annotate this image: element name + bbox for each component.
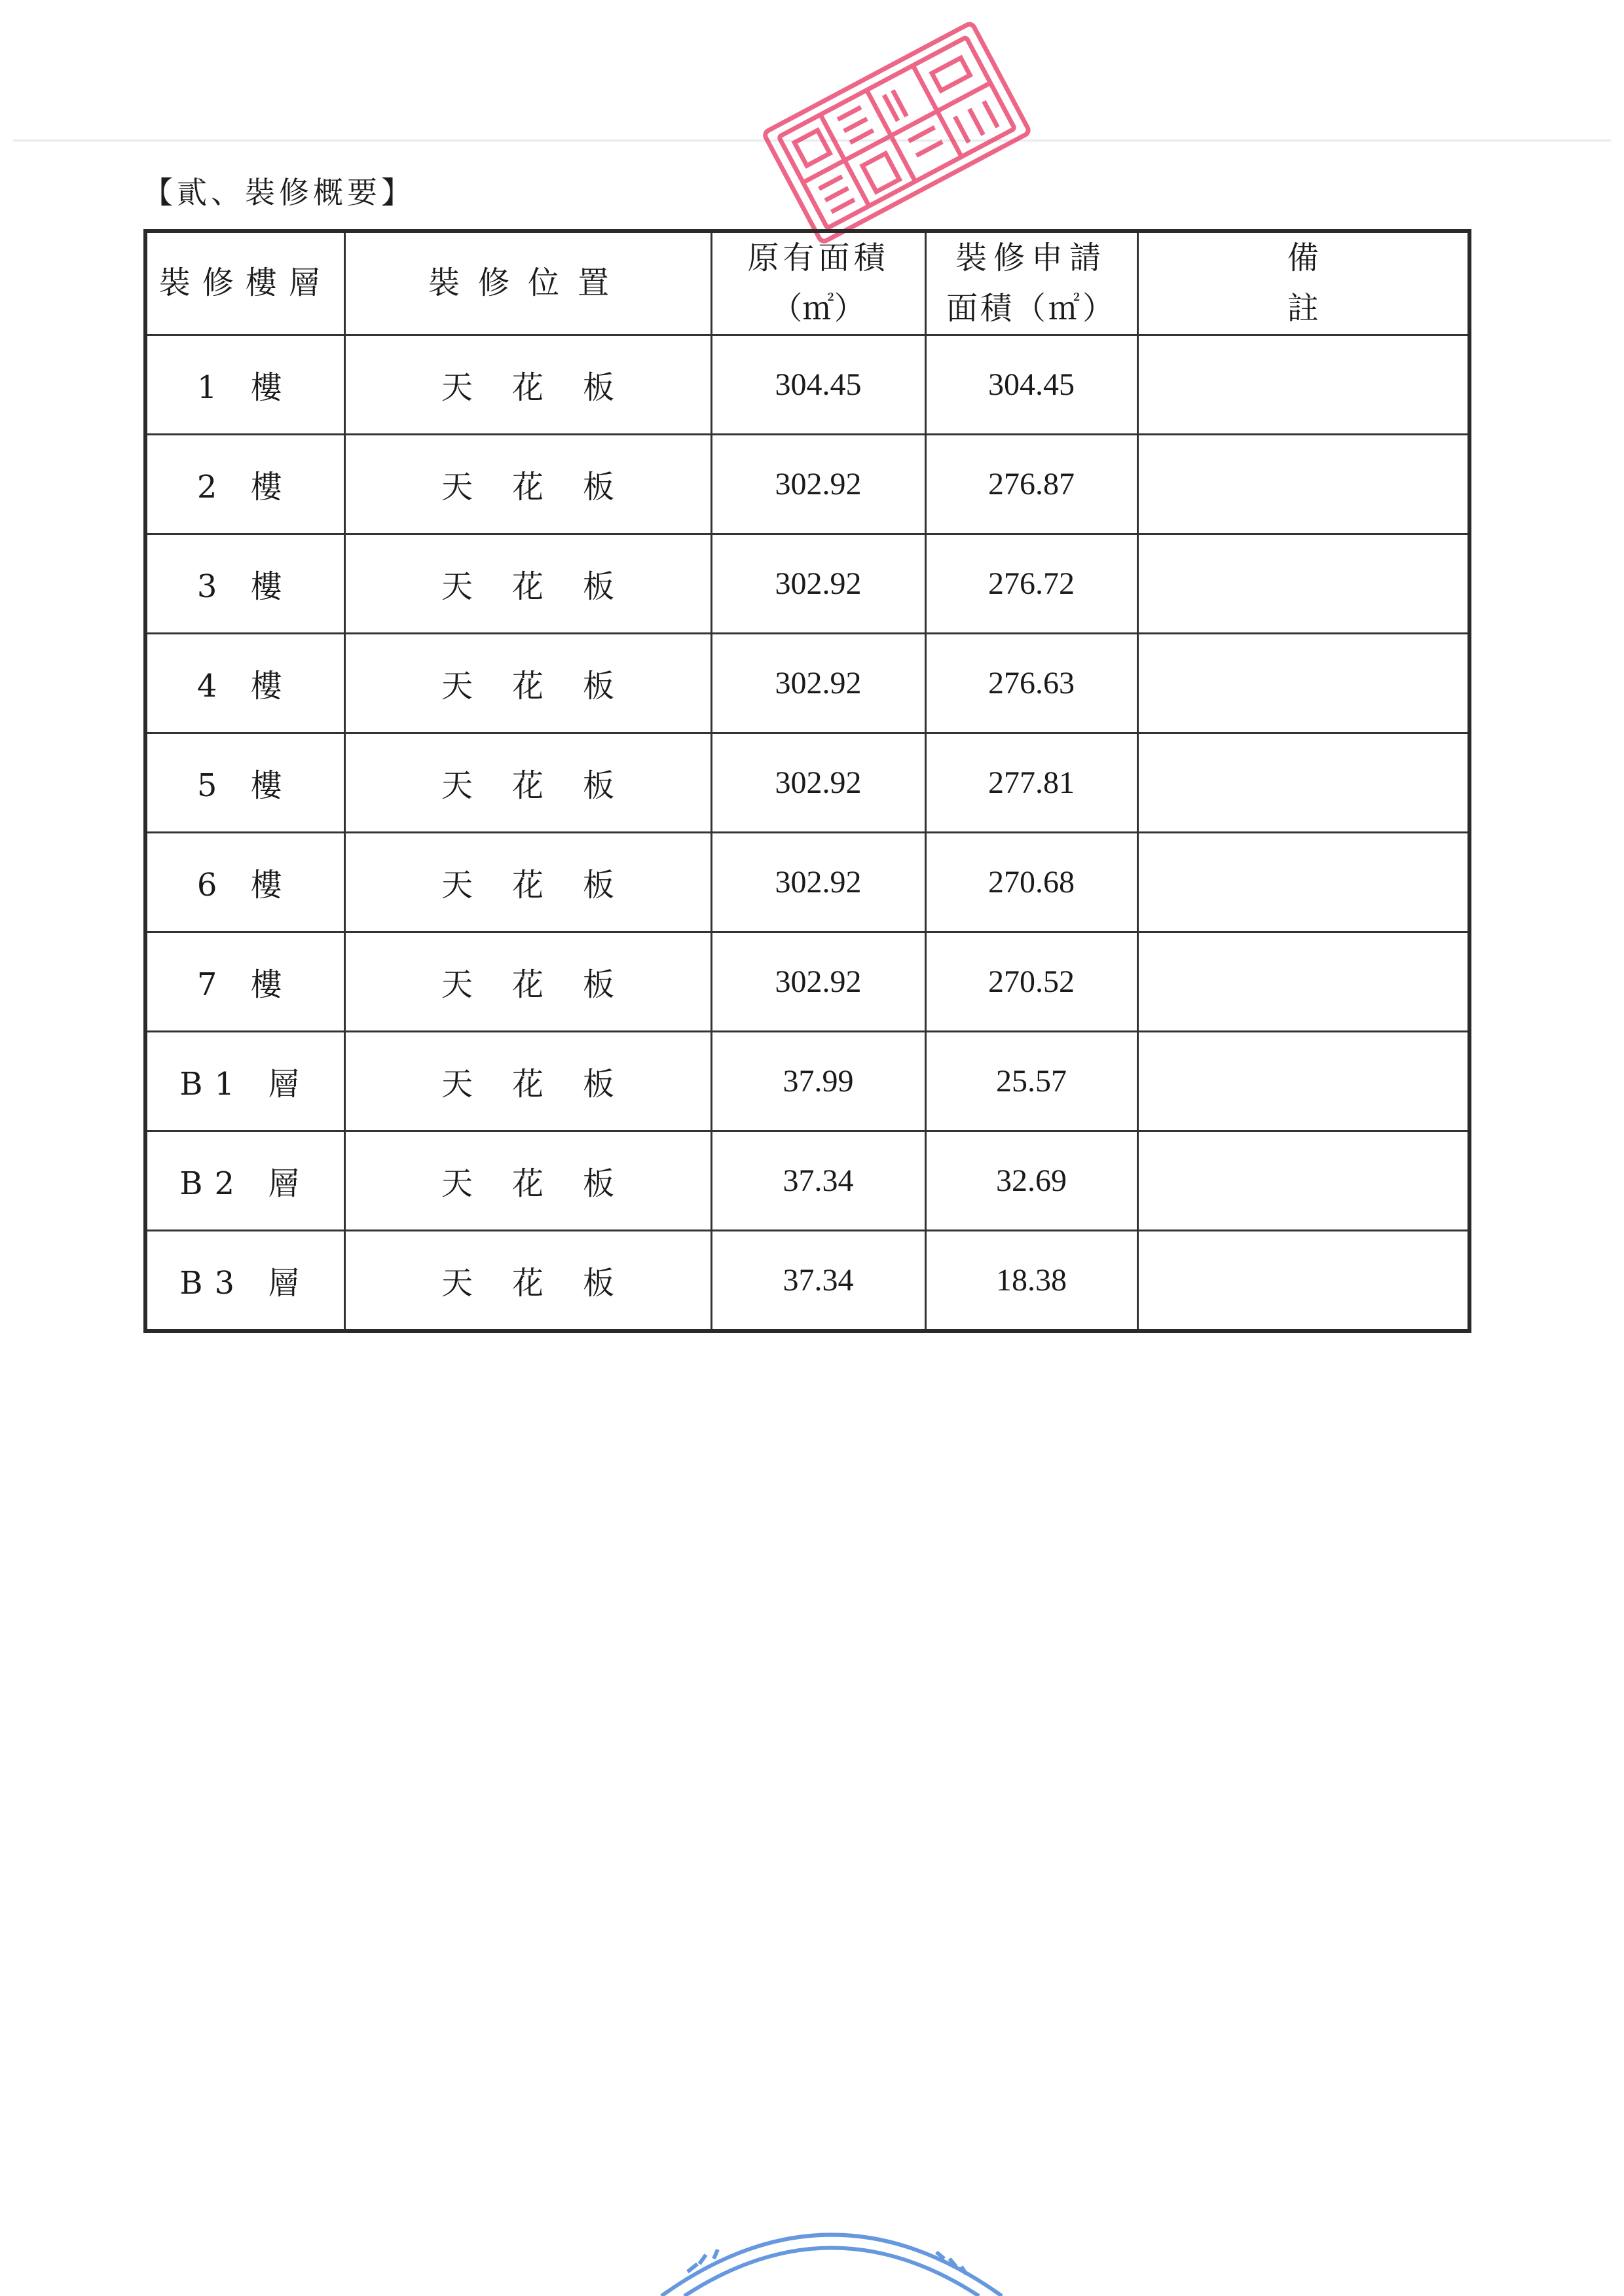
cell-remarks bbox=[1137, 633, 1469, 733]
cell-location: 天花板 bbox=[344, 832, 711, 932]
cell-original-area: 302.92 bbox=[711, 733, 925, 832]
cell-applied-area: 18.38 bbox=[925, 1230, 1137, 1331]
red-seal-stamp bbox=[740, 13, 1048, 255]
cell-floor: B3 層 bbox=[145, 1230, 344, 1331]
table-row bbox=[145, 932, 1469, 1031]
table-row bbox=[145, 733, 1469, 832]
cell-location: 天花板 bbox=[344, 434, 711, 534]
cell-floor: 1 樓 bbox=[145, 335, 344, 434]
header-original-area bbox=[711, 231, 925, 335]
cell-remarks bbox=[1137, 1230, 1469, 1331]
cell-location: 天花板 bbox=[344, 1230, 711, 1331]
cell-original-area: 302.92 bbox=[711, 534, 925, 633]
table-row bbox=[145, 1230, 1469, 1331]
cell-original-area: 37.34 bbox=[711, 1230, 925, 1331]
blue-seal-stamp bbox=[648, 2213, 1015, 2296]
cell-floor: 7 樓 bbox=[145, 932, 344, 1031]
cell-applied-area: 25.57 bbox=[925, 1031, 1137, 1131]
header-applied-area-line1: 裝修申請 bbox=[955, 240, 1107, 276]
cell-remarks bbox=[1137, 832, 1469, 932]
table-row bbox=[145, 1031, 1469, 1131]
table-row bbox=[145, 1131, 1469, 1230]
table-row bbox=[145, 534, 1469, 633]
header-floor: 裝修樓層 bbox=[145, 231, 344, 335]
cell-remarks bbox=[1137, 534, 1469, 633]
cell-original-area: 304.45 bbox=[711, 335, 925, 434]
header-original-area-line1: 原有面積 bbox=[747, 240, 889, 276]
table-row bbox=[145, 633, 1469, 733]
header-remarks: 備註 bbox=[1137, 231, 1469, 335]
cell-floor: B2 層 bbox=[145, 1131, 344, 1230]
cell-remarks bbox=[1137, 733, 1469, 832]
table-header-row bbox=[145, 231, 1469, 335]
header-applied-area bbox=[925, 231, 1137, 335]
cell-floor: 3 樓 bbox=[145, 534, 344, 633]
cell-applied-area: 304.45 bbox=[925, 335, 1137, 434]
cell-applied-area: 276.72 bbox=[925, 534, 1137, 633]
table-row bbox=[145, 335, 1469, 434]
cell-remarks bbox=[1137, 335, 1469, 434]
cell-location: 天花板 bbox=[344, 932, 711, 1031]
renovation-summary-table bbox=[143, 229, 1471, 1333]
cell-remarks bbox=[1137, 1031, 1469, 1131]
header-location: 裝修位置 bbox=[344, 231, 711, 335]
cell-floor: 5 樓 bbox=[145, 733, 344, 832]
table-row bbox=[145, 434, 1469, 534]
cell-location: 天花板 bbox=[344, 1131, 711, 1230]
cell-location: 天花板 bbox=[344, 733, 711, 832]
cell-original-area: 302.92 bbox=[711, 434, 925, 534]
cell-remarks bbox=[1137, 1131, 1469, 1230]
cell-original-area: 37.99 bbox=[711, 1031, 925, 1131]
section-heading: 【貳、裝修概要】 bbox=[143, 175, 415, 210]
cell-applied-area: 270.52 bbox=[925, 932, 1137, 1031]
cell-floor: 6 樓 bbox=[145, 832, 344, 932]
cell-original-area: 37.34 bbox=[711, 1131, 925, 1230]
cell-floor: 2 樓 bbox=[145, 434, 344, 534]
cell-original-area: 302.92 bbox=[711, 633, 925, 733]
cell-location: 天花板 bbox=[344, 1031, 711, 1131]
header-applied-area-line2: 面積（㎡） bbox=[946, 289, 1116, 327]
cell-applied-area: 277.81 bbox=[925, 733, 1137, 832]
cell-floor: B1 層 bbox=[145, 1031, 344, 1131]
cell-original-area: 302.92 bbox=[711, 932, 925, 1031]
cell-location: 天花板 bbox=[344, 534, 711, 633]
cell-location: 天花板 bbox=[344, 335, 711, 434]
cell-remarks bbox=[1137, 932, 1469, 1031]
cell-applied-area: 270.68 bbox=[925, 832, 1137, 932]
cell-floor: 4 樓 bbox=[145, 633, 344, 733]
table-row bbox=[145, 832, 1469, 932]
cell-location: 天花板 bbox=[344, 633, 711, 733]
cell-remarks bbox=[1137, 434, 1469, 534]
cell-applied-area: 32.69 bbox=[925, 1131, 1137, 1230]
cell-original-area: 302.92 bbox=[711, 832, 925, 932]
cell-applied-area: 276.63 bbox=[925, 633, 1137, 733]
header-original-area-line2: （㎡） bbox=[771, 289, 866, 327]
cell-applied-area: 276.87 bbox=[925, 434, 1137, 534]
